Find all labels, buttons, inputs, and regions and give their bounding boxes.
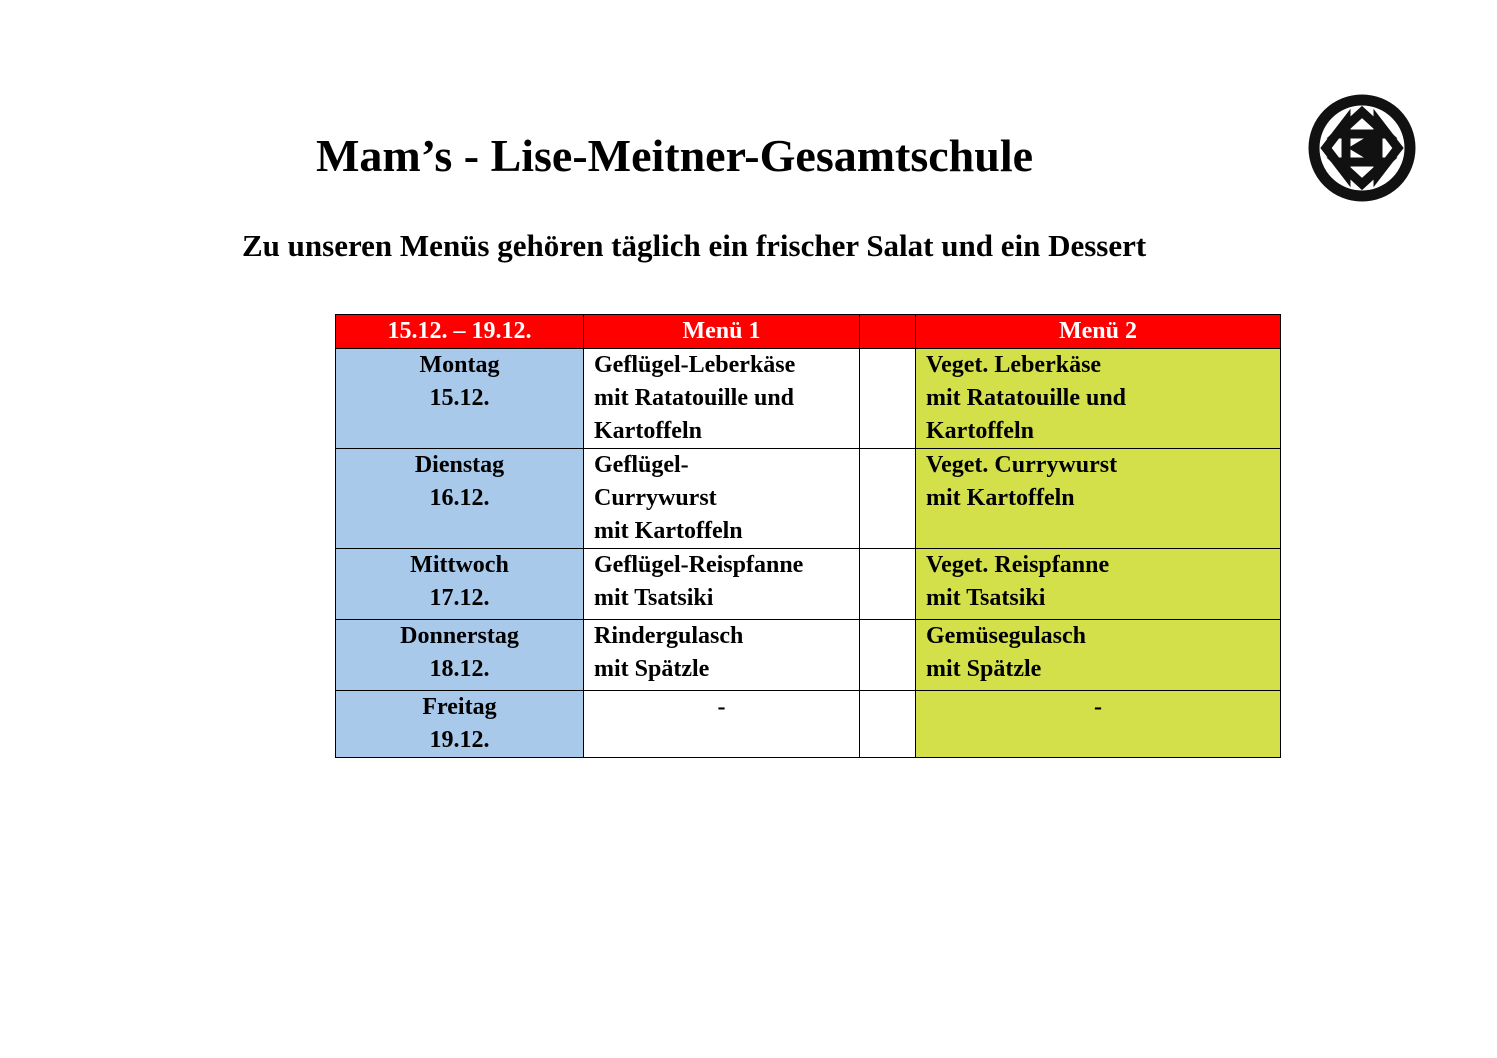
- table-row: [336, 449, 1281, 549]
- day-name: Freitag: [422, 694, 497, 720]
- day-cell: [336, 691, 584, 758]
- menu1-line: Kartoffeln: [594, 418, 702, 444]
- table-row: [336, 691, 1281, 758]
- page-title: Mam’s - Lise-Meitner-Gesamtschule: [316, 130, 1034, 181]
- menu1-line: mit Tsatsiki: [594, 585, 714, 611]
- menu1-line: Rindergulasch: [594, 623, 744, 649]
- day-name: Dienstag: [414, 452, 505, 478]
- menu1-line: mit Kartoffeln: [594, 518, 743, 544]
- day-date: 17.12.: [429, 585, 490, 611]
- day-cell: [336, 620, 584, 691]
- menu1-line: Geflügel-Leberkäse: [594, 352, 796, 378]
- menu2-line: mit Spätzle: [926, 656, 1042, 682]
- day-date: 15.12.: [429, 385, 490, 411]
- day-name: Mittwoch: [410, 552, 509, 578]
- menu2-line: mit Tsatsiki: [926, 585, 1046, 611]
- menu1-line: mit Ratatouille und: [594, 385, 795, 411]
- menu2-cell: [916, 620, 1281, 691]
- menu2-line: Veget. Leberkäse: [926, 352, 1102, 378]
- menu2-cell: [916, 691, 1281, 758]
- day-date: 19.12.: [429, 727, 490, 753]
- menu1-cell: [584, 620, 860, 691]
- menu2-line: Kartoffeln: [926, 418, 1034, 444]
- menu2-cell: [916, 549, 1281, 620]
- menu1-line: -: [717, 694, 726, 720]
- header-menu-1: Menü 1: [584, 315, 860, 349]
- header-empty: [860, 315, 916, 349]
- menu2-cell: [916, 449, 1281, 549]
- menu2-line: Veget. Reispfanne: [926, 552, 1110, 578]
- header-menu-2: Menü 2: [916, 315, 1281, 349]
- menu1-line: mit Spätzle: [594, 656, 710, 682]
- menu1-cell: [584, 549, 860, 620]
- menu1-line: Geflügel-Reispfanne: [594, 552, 804, 578]
- menu2-line: Gemüsegulasch: [926, 623, 1087, 649]
- menu1-cell: [584, 449, 860, 549]
- menu-table: [335, 314, 1281, 758]
- school-logo-icon: [1286, 78, 1426, 208]
- menu2-line: Veget. Currywurst: [926, 452, 1118, 478]
- menu1-line: Currywurst: [594, 485, 717, 511]
- spacer-cell: [860, 620, 916, 691]
- menu2-line: mit Kartoffeln: [926, 485, 1075, 511]
- menu1-line: Geflügel-: [594, 452, 689, 478]
- day-cell: [336, 349, 584, 449]
- table-row: [336, 349, 1281, 449]
- spacer-cell: [860, 691, 916, 758]
- day-name: Donnerstag: [400, 623, 519, 649]
- day-cell: [336, 449, 584, 549]
- menu1-cell: [584, 349, 860, 449]
- table-row: [336, 620, 1281, 691]
- spacer-cell: [860, 349, 916, 449]
- spacer-cell: [860, 549, 916, 620]
- day-date: 18.12.: [429, 656, 490, 682]
- spacer-cell: [860, 449, 916, 549]
- menu1-cell: [584, 691, 860, 758]
- menu2-cell: [916, 349, 1281, 449]
- menu2-line: -: [1094, 694, 1102, 720]
- page-subtitle: Zu unseren Menüs gehören täglich ein frischer Salat und ein Dessert: [242, 228, 1147, 263]
- menu2-line: mit Ratatouille und: [926, 385, 1127, 411]
- day-cell: [336, 549, 584, 620]
- day-name: Montag: [419, 352, 500, 378]
- table-header-row: [336, 315, 1281, 349]
- day-date: 16.12.: [429, 485, 490, 511]
- table-row: [336, 549, 1281, 620]
- header-week: 15.12. – 19.12.: [336, 315, 584, 349]
